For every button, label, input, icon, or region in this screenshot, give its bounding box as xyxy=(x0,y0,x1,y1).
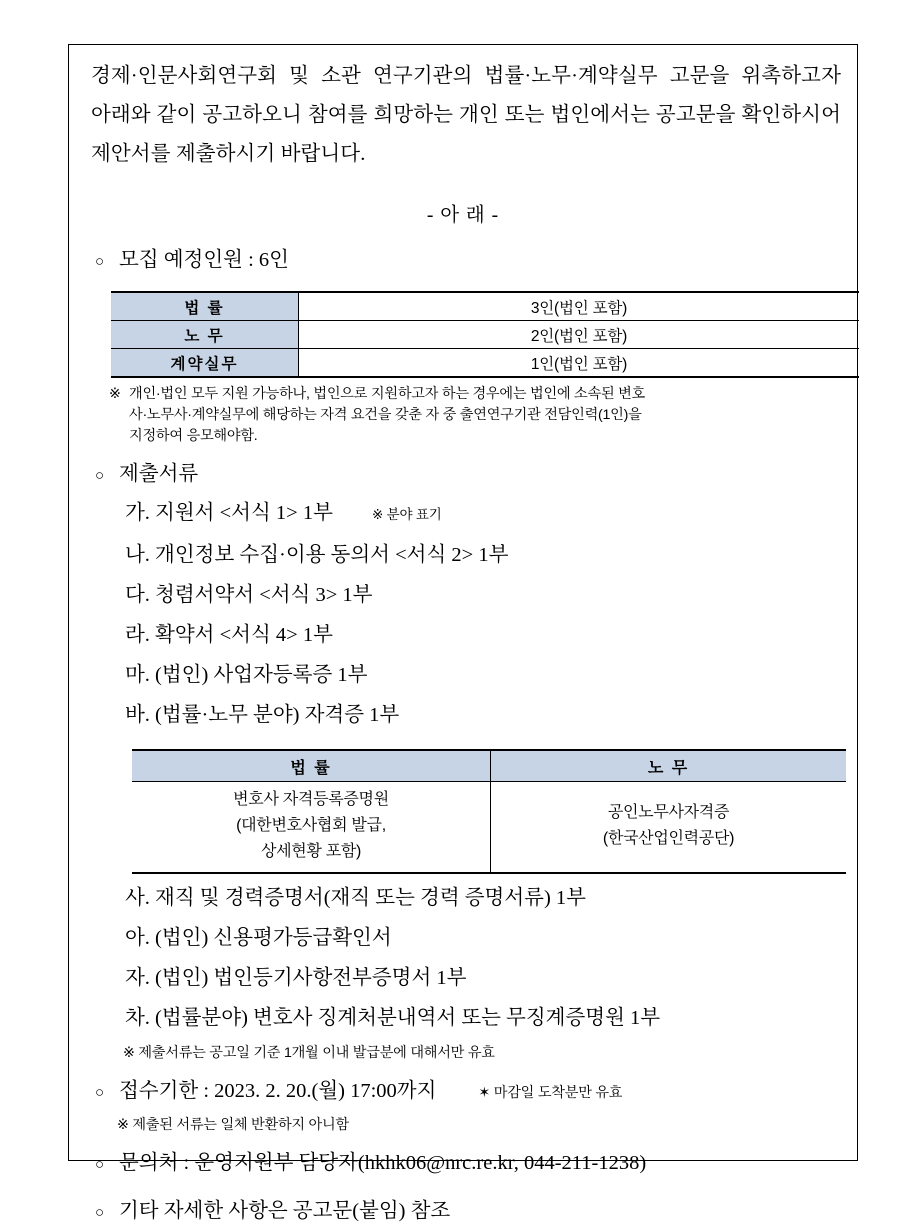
circle-bullet-icon: ○ xyxy=(95,468,105,484)
deadline-star-text: 마감일 도착분만 유효 xyxy=(493,1085,623,1101)
etc-heading-line xyxy=(95,1194,843,1230)
list-item xyxy=(125,615,843,655)
document-item-ma: 마. (법인) 사업자등록증 1부 xyxy=(125,664,368,686)
star-icon: ✶ xyxy=(478,1085,491,1101)
list-item xyxy=(125,655,843,695)
list-item xyxy=(125,535,843,575)
quota-field-labor: 노 무 xyxy=(111,321,299,349)
deadline-star-annotation xyxy=(478,1076,622,1110)
list-item xyxy=(125,493,843,535)
document-item-ba: 바. (법률·노무 분야) 자격증 1부 xyxy=(125,704,400,726)
document-item-ga: 가. 지원서 <서식 1> 1부 xyxy=(125,502,333,524)
list-item xyxy=(125,575,843,615)
document-item-ga-annotation: ※ 분야 표기 xyxy=(372,507,442,522)
quota-count-labor: 2인(법인 포함) xyxy=(299,321,860,349)
quota-count-law: 3인(법인 포함) xyxy=(299,292,860,321)
document-item-ja: 자. (법인) 법인등기사항전부증명서 1부 xyxy=(125,967,467,989)
deadline-heading-text: 접수기한 : 2023. 2. 20.(월) 17:00까지 xyxy=(119,1080,437,1102)
contact-heading-line xyxy=(95,1146,843,1182)
cert-law-line-2: (대한변호사협회 발급, xyxy=(236,817,386,834)
table-row xyxy=(111,292,859,321)
quota-field-law: 법 률 xyxy=(111,292,299,321)
table-row xyxy=(111,321,859,349)
document-item-cha: 차. (법률분야) 변호사 징계처분내역서 또는 무징계증명원 1부 xyxy=(125,1007,661,1029)
documents-heading-line xyxy=(95,457,843,493)
quota-table xyxy=(111,291,859,378)
list-item xyxy=(125,958,843,998)
intro-paragraph: 경제·인문사회연구회 및 소관 연구기관의 법률·노무·계약실무 고문을 위촉하고자 아래와 같이 공고하오니 참여를 희망하는 개인 또는 법인에서는 공고문을 확인하시어 제안서를 제출하시기 바랍니다. xyxy=(91,65,841,165)
etc-heading-text: 기타 자세한 사항은 공고문(붙임) 참조 xyxy=(119,1200,451,1222)
circle-bullet-icon: ○ xyxy=(95,254,105,270)
document-page-frame xyxy=(68,44,858,1222)
cert-labor-line-1: 공인노무사자격증 xyxy=(607,804,730,821)
list-item xyxy=(125,998,843,1038)
quota-count-contract: 1인(법인 포함) xyxy=(299,349,860,378)
cert-header-law: 법 률 xyxy=(132,750,491,782)
quota-note-line-1: 개인·법인 모두 지원 가능하나, 법인으로 지원하고자 하는 경우에는 법인에 소속된 변호 xyxy=(129,386,646,402)
table-header-row xyxy=(132,750,846,782)
documents-heading-text: 제출서류 xyxy=(119,463,199,485)
quota-note-body xyxy=(129,384,645,447)
document-item-ra: 라. 확약서 <서식 4> 1부 xyxy=(125,624,333,646)
cert-cell-law xyxy=(132,782,491,874)
cert-law-line-3: 상세현황 포함) xyxy=(260,843,362,860)
table-row xyxy=(111,349,859,378)
cert-law-line-1: 변호사 자격등록증명원 xyxy=(233,791,389,808)
circle-bullet-icon: ○ xyxy=(95,1085,105,1101)
document-item-da: 다. 청렴서약서 <서식 3> 1부 xyxy=(125,584,373,606)
table-row xyxy=(132,782,846,874)
list-item xyxy=(125,878,843,918)
circle-bullet-icon: ○ xyxy=(95,1157,105,1173)
quota-note-line-3: 지정하여 응모해야함. xyxy=(129,428,258,444)
cert-cell-labor xyxy=(491,782,847,874)
quota-field-contract: 계약실무 xyxy=(111,349,299,378)
reference-mark-icon: ※ xyxy=(109,386,121,402)
document-body xyxy=(69,45,857,1222)
contact-heading-text: 문의처 : 운영지원부 담당자(hkhk06@nrc.re.kr, 044-211-1238) xyxy=(119,1152,647,1174)
arae-heading: - 아 래 - xyxy=(426,205,500,226)
quota-note xyxy=(109,384,843,447)
quota-heading-line xyxy=(95,243,843,279)
cert-header-labor: 노 무 xyxy=(491,750,847,782)
certificate-table xyxy=(132,749,846,874)
cert-labor-line-2: (한국산업인력공단) xyxy=(602,830,735,847)
list-item xyxy=(125,695,843,735)
deadline-heading-line xyxy=(95,1074,843,1110)
document-item-na: 나. 개인정보 수집·이용 동의서 <서식 2> 1부 xyxy=(125,544,509,566)
documents-note: ※ 제출서류는 공고일 기준 1개월 이내 발급분에 대해서만 유효 xyxy=(123,1045,495,1061)
document-item-sa: 사. 재직 및 경력증명서(재직 또는 경력 증명서류) 1부 xyxy=(125,887,586,909)
deadline-note: ※ 제출된 서류는 일체 반환하지 아니함 xyxy=(117,1117,349,1133)
list-item xyxy=(125,918,843,958)
circle-bullet-icon: ○ xyxy=(95,1205,105,1221)
document-item-a: 아. (법인) 신용평가등급확인서 xyxy=(125,927,392,949)
quota-heading-text: 모집 예정인원 : 6인 xyxy=(119,249,289,271)
quota-note-line-2: 사·노무사·계약실무에 해당하는 자격 요건을 갖춘 자 중 출연연구기관 전담인력(1인)을 xyxy=(129,407,642,423)
